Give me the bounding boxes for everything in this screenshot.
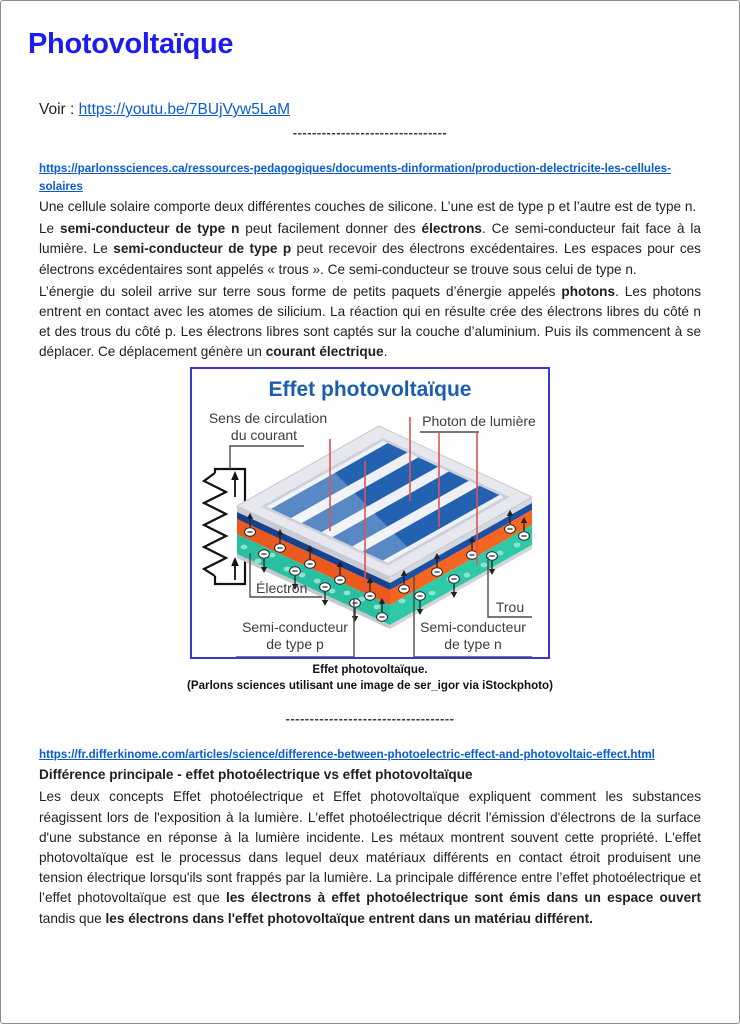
- current-arrow-bottom: [231, 557, 239, 580]
- source-link-line-2: [39, 746, 701, 764]
- resistor-zigzag: [204, 473, 226, 576]
- label-hole: Trou: [495, 598, 525, 615]
- figure-frame: [190, 367, 550, 659]
- source-link-line-1: [39, 160, 701, 195]
- figure-caption-line-1: Effet photovoltaïque.: [312, 662, 428, 676]
- diagram-title: Effet photovoltaïque: [268, 377, 472, 401]
- section-divider-2: -----------------------------------: [285, 710, 455, 726]
- parlonssciences-link[interactable]: https://parlonssciences.ca/ressources-pedagogiques/documents-dinformation/production-delectricite-les-cellules-solaires: [39, 162, 671, 193]
- paragraph-difference: Les deux concepts Effet photoélectrique et Effet photovoltaïque expliquent comment les substances réagissent lors de l'exposition à la lumière. L'effet photoélectrique décrit l'émission d'électrons de la surface d'une substance en réponse à la lumière incidente. Les métaux montrent souvent cette propriété. L'effet photovoltaïque est le processus dans lequel deux matériaux différents en contact étroit produisent une tension électrique lorsqu'ils sont frappés par la lumière. La principale différence entre l’effet photoélectrique et l’effet photovoltaïque est que les électrons à effet photoélectrique sont émis dans un espace ouvert tandis que les électrons dans l'effet photovoltaïque entrent dans un matériau différent.: [39, 789, 701, 926]
- label-semiconductor-p-1: Semi-conducteur: [242, 618, 348, 635]
- voir-label: Voir :: [39, 101, 79, 118]
- label-semiconductor-n-1: Semi-conducteur: [420, 618, 526, 635]
- paragraph-solar-cell-layers: Une cellule solaire comporte deux différentes couches de silicone. L’une est de type p et l’autre est de type n.: [39, 199, 697, 214]
- paragraph-photons-current: L’énergie du soleil arrive sur terre sous forme de petits paquets d’énergie appelés photons. Les photons entrent en contact avec les atomes de silicium. La réaction qui en résulte crée des électrons libres du côté n et des trous du côté p. Les électrons libres sont captés sur la couche d’aluminium. Puis ils commencent à se déplacer. Ce déplacement génère un courant électrique.: [39, 283, 701, 360]
- figure-photovoltaic-effect: [1, 367, 739, 694]
- difference-heading: Différence principale - effet photoélectrique vs effet photovoltaïque: [39, 767, 473, 783]
- page-title: Photovoltaïque: [28, 28, 234, 60]
- differkinome-link[interactable]: https://fr.differkinome.com/articles/science/difference-between-photoelectric-effect-and-photovoltaic-effect.html: [39, 747, 655, 761]
- label-electron: Électron: [256, 579, 308, 596]
- figure-caption-line-2: (Parlons sciences utilisant une image de ser_igor via iStockphoto): [187, 678, 553, 692]
- section-divider-1: --------------------------------: [292, 125, 448, 140]
- label-current-direction-2: du courant: [230, 426, 298, 443]
- label-current-direction-1: Sens de circulation: [208, 409, 328, 426]
- label-semiconductor-p-2: de type p: [266, 635, 324, 652]
- current-arrow-top: [231, 471, 239, 497]
- figure-caption: [1, 662, 739, 694]
- voir-line: [39, 99, 701, 120]
- youtube-link[interactable]: https://youtu.be/7BUjVyw5LaM: [78, 101, 291, 118]
- paragraph-semiconductors: Le semi-conducteur de type n peut facilement donner des électrons. Ce semi-conducteur fait face à la lumière. Le semi-conducteur de type p peut recevoir des électrons excédentaires. Les espaces pour ces électrons excédentaires sont appelés « trous ». Ce semi-conducteur se trouve sous celui de type n.: [39, 221, 701, 277]
- label-photon: Photon de lumière: [422, 412, 536, 429]
- photovoltaic-diagram: [192, 369, 548, 657]
- label-semiconductor-n-2: de type n: [444, 635, 502, 652]
